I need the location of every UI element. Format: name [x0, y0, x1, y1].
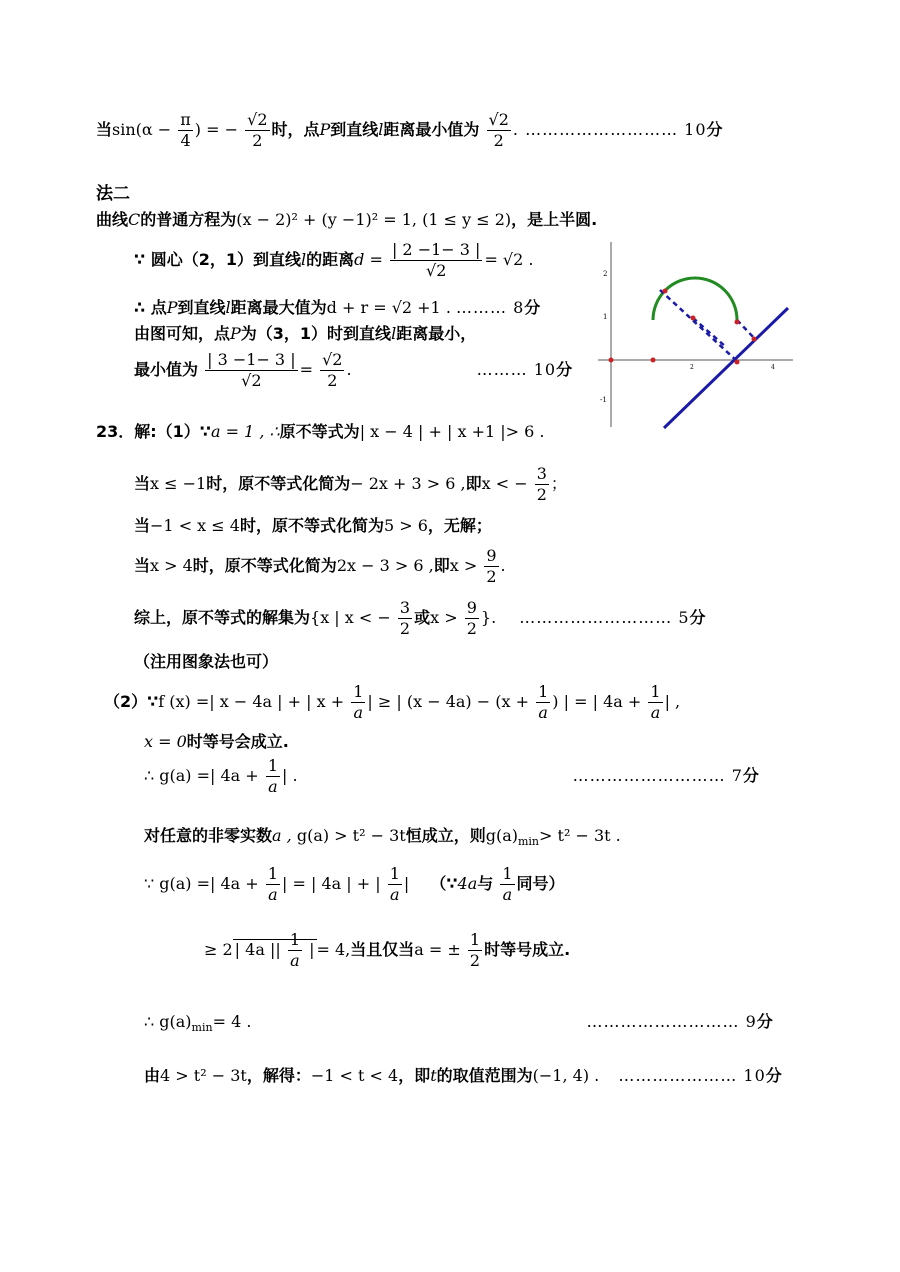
fraction: $\frac{1}{a}$: [650, 682, 661, 722]
point: [691, 316, 696, 321]
line-17: 对任意的非零实数a , g(a) > t² − 3t恒成立，则$g(a)_{min}> t^2 - 3t$ .: [144, 826, 621, 849]
fraction: $\frac{1}{a}$: [353, 682, 364, 722]
tick-label: 2: [603, 270, 608, 278]
point: [609, 358, 614, 363]
line-20: ∴ $g(a)_{min}= 4$ . ……………………… 9分: [144, 1012, 773, 1035]
tick-label: 4: [771, 364, 775, 371]
line-1: 当sin(α − $\frac{\pi}{4}$ ) = − $\frac{√2}{2}$ 时，点P到直线l距离最小值为 $\frac{√2}{2}$ . ……………………… 10分: [96, 110, 723, 150]
line-9: 当x ≤ −1时，原不等式化简为− 2x + 3 > 6 ,即x < − $\frac{3}{2}$ ；: [134, 464, 567, 504]
line-8: 23．解:（1）∵a = 1 , ∴原不等式为| x − 4 | + | x +1 |> 6 .: [96, 422, 545, 441]
line-10: 当−1 < x ≤ 4时，原不等式化简为5 > 6，无解；: [134, 516, 492, 535]
tick-label: 2: [690, 364, 694, 371]
line-l: [664, 308, 788, 428]
tick-label: -1: [600, 396, 607, 404]
fraction: $\frac{\pi}{4}$: [180, 110, 191, 150]
fraction: $\frac{1}{a}$: [267, 864, 278, 904]
line-5: ∴ 点P到直线l距离最大值为d + r = √2 +1 . ……… 8分: [134, 298, 541, 317]
fraction: $\frac{9}{2}$: [466, 598, 477, 638]
line-16: ∴ g(a) =| 4a + $\frac{1}{a}$ | . ……………………… 7分: [144, 756, 759, 796]
line-3: 曲线C的普通方程为(x − 2)² + (y −1)² = 1, (1 ≤ y ≤ 2)，是上半圆.: [96, 210, 598, 229]
point: [752, 337, 757, 342]
point: [651, 358, 656, 363]
fraction: $\frac{| 3 -1- 3 |}{√2}$: [207, 350, 296, 390]
fraction: $\frac{9}{2}$: [486, 546, 497, 586]
line-12: 综上，原不等式的解集为{x | x < − $\frac{3}{2}$ 或x > $\frac{9}{2}$ }. ……………………… 5分: [134, 598, 706, 638]
point: [663, 289, 668, 294]
point: [735, 320, 740, 325]
semicircle-arc: [653, 278, 737, 320]
point: [735, 360, 740, 365]
semicircle-graph: [598, 242, 798, 432]
line-19: ≥ 2 | 4a || $\frac{1}{a}$ | = 4,当且仅当a = ± $\frac{1}{2}$ 时等号成立.: [204, 930, 571, 970]
line-11: 当x > 4时，原不等式化简为2x − 3 > 6 ,即x > $\frac{9}{2}$ .: [134, 546, 506, 586]
fraction: $\frac{√2}{2}$: [488, 110, 509, 150]
fraction: $\frac{3}{2}$: [399, 598, 411, 638]
note: （注用图象法也可）: [134, 652, 279, 671]
line-21: 由4 > t² − 3t，解得：−1 < t < 4，即t的取值范围为(−1, 4) . ………………… 10分: [144, 1066, 782, 1085]
line-15: x = 0时等号会成立.: [144, 732, 289, 751]
fraction: $\frac{1}{a}$: [267, 756, 278, 796]
method-two-heading: 法二: [96, 184, 130, 204]
line-4: ∵ 圆心（2，1）到直线l的距离d = $\frac{| 2 -1- 3 |}{√2}$ = √2 .: [134, 240, 534, 280]
line-6: 由图可知，点P为（3，1）时到直线l距离最小，: [134, 324, 477, 343]
tick-label: 1: [603, 313, 608, 321]
fraction: $\frac{3}{2}$: [536, 464, 547, 504]
fraction: $\frac{√2}{2}$: [247, 110, 268, 150]
line-7: 最小值为 $\frac{| 3 -1- 3 |}{√2}$ = $\frac{√2}{2}$ . ……… 10分: [134, 350, 573, 390]
fraction: $\frac{1}{a}$: [502, 864, 513, 904]
line-18: ∵ g(a) =| 4a + $\frac{1}{a}$ | = | 4a | + | $\frac{1}{a}$ | （∵4a与 $\frac{1}{a}$ 同号）: [144, 864, 565, 904]
dashed-segment: [660, 290, 738, 362]
dashed-segment: [693, 318, 726, 347]
fraction: $\frac{1}{2}$: [469, 930, 481, 970]
fraction: $\frac{√2}{2}$: [322, 350, 343, 390]
fraction: $\frac{1}{a}$: [289, 930, 301, 970]
fraction: $\frac{1}{a}$: [538, 682, 549, 722]
fraction: $\frac{1}{a}$: [389, 864, 400, 904]
fraction: $\frac{| 2 -1- 3 |}{√2}$: [391, 240, 481, 280]
line-14: （2）∵f (x) =| x − 4a | + | x + $\frac{1}{a}$ | ≥ | (x − 4a) − (x + $\frac{1}{a}$ ) | = | 4a + $\frac{1}{a}$ | ,: [104, 682, 681, 722]
